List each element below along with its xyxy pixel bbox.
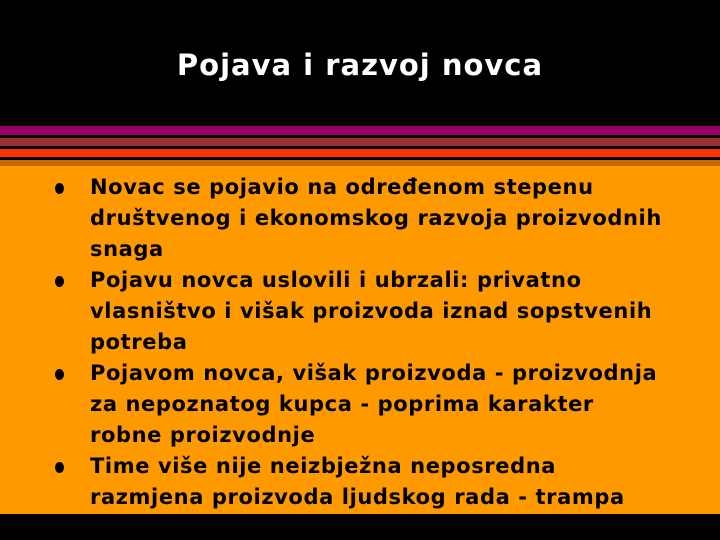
decorative-stripes [0, 126, 720, 166]
bullet-item [0, 172, 720, 265]
bullet-text: Pojavu novca uslovili i ubrzali: privatno vlasništvo i višak proizvoda iznad sopstvenih potreba [90, 268, 653, 354]
stripe-magenta [0, 126, 720, 135]
bullet-text: Time više nije neizbježna neposredna razmjena proizvoda ljudskog rada - trampa [90, 454, 625, 509]
bullet-text: Pojavom novca, višak proizvoda - proizvodnja za nepoznatog kupca - poprima karakter robne proizvodnje [90, 361, 658, 447]
slide-title: Pojava i razvoj novca [176, 48, 544, 82]
bullet-icon [55, 462, 64, 473]
bullet-item [0, 451, 720, 513]
bullet-item [0, 265, 720, 358]
bullet-icon [55, 276, 64, 287]
bullet-icon [55, 369, 64, 380]
content-area [0, 166, 720, 514]
stripe-maroon [0, 138, 720, 146]
stripe-red-orange [0, 149, 720, 157]
bullet-icon [55, 183, 64, 194]
bullet-list [0, 172, 720, 513]
bullet-item [0, 358, 720, 451]
bullet-text: Novac se pojavio na određenom stepenu društvenog i ekonomskog razvoja proizvodnih snaga [90, 175, 662, 261]
